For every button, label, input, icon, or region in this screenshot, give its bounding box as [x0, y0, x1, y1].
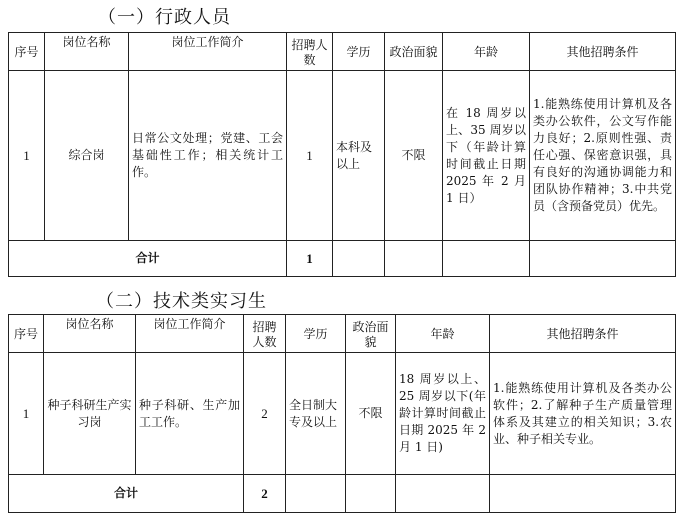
header-other: 其他招聘条件 — [490, 315, 676, 353]
cell-description: 种子科研、生产加工工作。 — [136, 353, 244, 475]
table-row — [9, 71, 676, 241]
header-count: 招聘人数 — [287, 33, 333, 71]
header-age: 年龄 — [396, 315, 490, 353]
cell-politics: 不限 — [346, 353, 396, 475]
total-label: 合计 — [9, 241, 287, 277]
empty-cell — [490, 475, 676, 513]
cell-count: 1 — [287, 71, 333, 241]
table-header-row — [9, 315, 676, 353]
cell-politics: 不限 — [385, 71, 443, 241]
empty-cell — [443, 241, 530, 277]
cell-position: 种子科研生产实习岗 — [44, 353, 136, 475]
total-count: 2 — [244, 475, 286, 513]
empty-cell — [286, 475, 346, 513]
intern-recruitment-table — [8, 314, 676, 513]
cell-other: 1.能熟练使用计算机及各类办公软件；2.了解种子生产质量管理体系及其建立的相关知识；3.农业、种子相关专业。 — [490, 353, 676, 475]
total-row — [9, 241, 676, 277]
header-no: 序号 — [9, 33, 45, 71]
header-position: 岗位名称 — [45, 33, 129, 71]
header-position: 岗位名称 — [44, 315, 136, 353]
cell-count: 2 — [244, 353, 286, 475]
empty-cell — [346, 475, 396, 513]
empty-cell — [530, 241, 676, 277]
header-other: 其他招聘条件 — [530, 33, 676, 71]
cell-age: 在 18 周岁以上、35 周岁以下（年龄计算时间截止日期 2025 年 2 月 1 日） — [443, 71, 530, 241]
header-count: 招聘人数 — [244, 315, 286, 353]
table-row — [9, 353, 676, 475]
empty-cell — [333, 241, 385, 277]
header-politics: 政治面貌 — [346, 315, 396, 353]
header-education: 学历 — [333, 33, 385, 71]
header-description: 岗位工作简介 — [136, 315, 244, 353]
cell-description: 日常公文处理；党建、工会基础性工作；相关统计工作。 — [129, 71, 287, 241]
header-politics: 政治面貌 — [385, 33, 443, 71]
table-header-row — [9, 33, 676, 71]
header-description: 岗位工作简介 — [129, 33, 287, 71]
section-title-admin: （一）行政人员 — [98, 7, 231, 28]
empty-cell — [385, 241, 443, 277]
cell-position: 综合岗 — [45, 71, 129, 241]
cell-no: 1 — [9, 71, 45, 241]
cell-other: 1.能熟练使用计算机及各类办公软件，公文写作能力良好；2.原则性强、责任心强、保密意识强，具有良好的沟通协调能力和团队协作精神；3.中共党员（含预备党员）优先。 — [530, 71, 676, 241]
header-education: 学历 — [286, 315, 346, 353]
cell-education: 本科及以上 — [333, 71, 385, 241]
cell-age: 18 周岁以上、25 周岁以下(年龄计算时间截止日期 2025 年 2 月 1 日) — [396, 353, 490, 475]
header-age: 年龄 — [443, 33, 530, 71]
empty-cell — [396, 475, 490, 513]
header-no: 序号 — [9, 315, 44, 353]
section-title-intern: （二）技术类实习生 — [96, 291, 267, 312]
cell-no: 1 — [9, 353, 44, 475]
admin-recruitment-table — [8, 32, 676, 277]
cell-education: 全日制大专及以上 — [286, 353, 346, 475]
total-count: 1 — [287, 241, 333, 277]
total-label: 合计 — [9, 475, 244, 513]
total-row — [9, 475, 676, 513]
